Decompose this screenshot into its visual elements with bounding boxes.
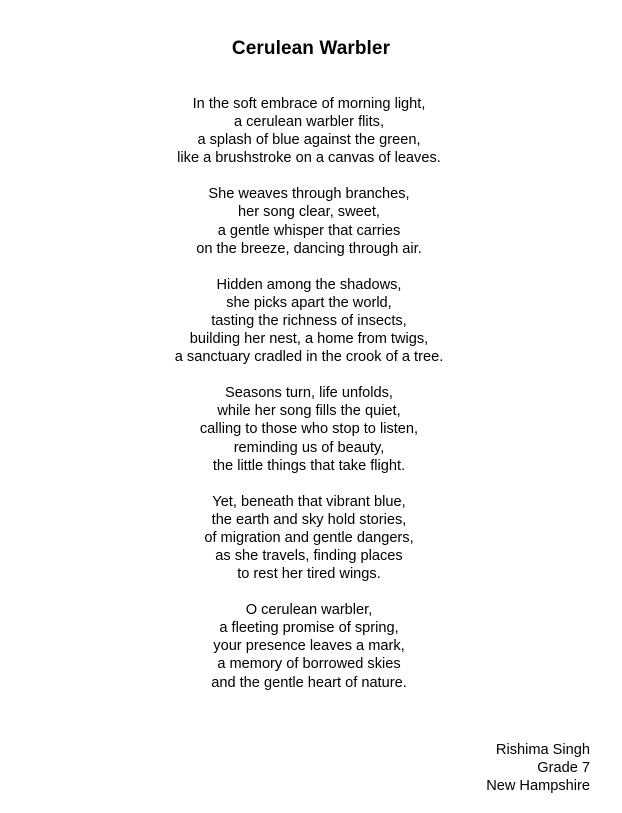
poem-line: calling to those who stop to listen, <box>199 421 419 438</box>
poem-body <box>0 95 618 710</box>
poem-line: tasting the richness of insects, <box>211 312 407 329</box>
poem-line: O cerulean warbler, <box>245 602 373 619</box>
poem-line: to rest her tired wings. <box>237 566 381 583</box>
poem-title: Cerulean Warbler <box>231 38 391 59</box>
stanza-6 <box>0 601 618 691</box>
poem-line: she picks apart the world, <box>226 294 392 311</box>
poem-line: a fleeting promise of spring, <box>219 620 399 637</box>
poem-line: your presence leaves a mark, <box>213 638 405 655</box>
author-name: Rishima Singh <box>495 742 590 758</box>
poem-line: while her song fills the quiet, <box>217 403 401 420</box>
poem-line: a splash of blue against the green, <box>197 132 421 149</box>
poem-line: a gentle whisper that carries <box>217 222 401 239</box>
author-signature <box>486 741 590 796</box>
poem-line: a sanctuary cradled in the crook of a tree. <box>174 349 444 366</box>
author-grade: Grade 7 <box>537 760 590 777</box>
poem-line: She weaves through branches, <box>208 186 410 203</box>
stanza-4 <box>0 384 618 474</box>
poem-line: the little things that take flight. <box>212 457 406 474</box>
poem-line: on the breeze, dancing through air. <box>196 240 422 257</box>
stanza-5 <box>0 493 618 583</box>
poem-line: the earth and sky hold stories, <box>211 511 407 528</box>
author-state: New Hampshire <box>486 778 590 795</box>
poem-line: Yet, beneath that vibrant blue, <box>212 493 406 510</box>
poem-line: her song clear, sweet, <box>238 204 380 221</box>
poem-line: In the soft embrace of morning light, <box>192 96 426 112</box>
stanza-3 <box>0 276 618 366</box>
poem-line: like a brushstroke on a canvas of leaves. <box>177 150 441 167</box>
stanza-2 <box>0 185 618 257</box>
poem-line: building her nest, a home from twigs, <box>189 331 429 348</box>
poem-line: a cerulean warbler flits, <box>233 114 385 131</box>
poem-line: and the gentle heart of nature. <box>211 674 407 691</box>
poem-line: of migration and gentle dangers, <box>204 529 414 546</box>
poem-line: a memory of borrowed skies <box>217 656 401 673</box>
poem-line: Hidden among the shadows, <box>216 276 402 293</box>
poem-line: as she travels, finding places <box>215 547 403 564</box>
poem-line: reminding us of beauty, <box>233 439 385 456</box>
stanza-1 <box>0 95 618 167</box>
poem-line: Seasons turn, life unfolds, <box>225 385 393 402</box>
